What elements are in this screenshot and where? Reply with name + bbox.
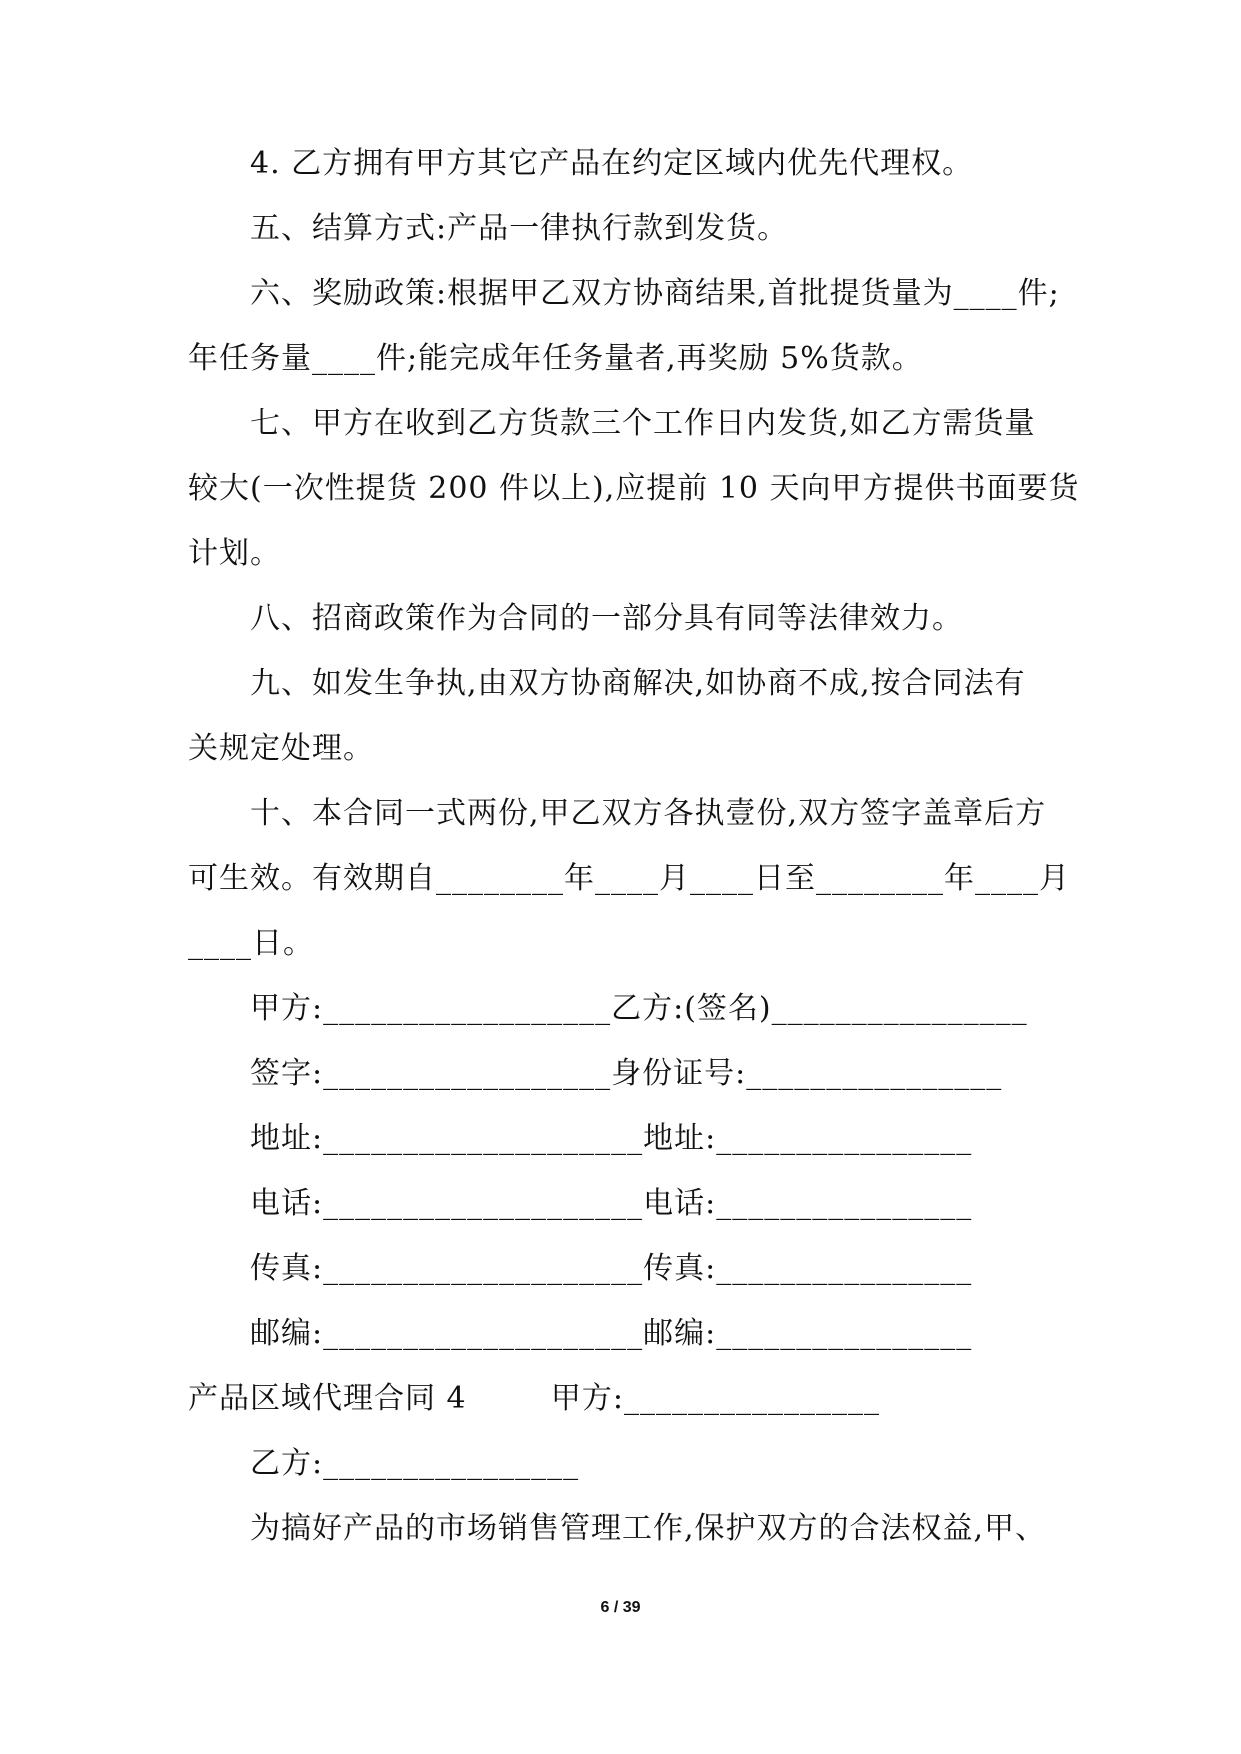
clause-7-delivery-line-2: 较大(一次性提货 200 件以上),应提前 10 天向甲方提供书面要货 bbox=[188, 471, 1080, 506]
page-number: 6 / 39 bbox=[600, 1599, 641, 1616]
clause-9-dispute-line-1: 九、如发生争执,由双方协商解决,如协商不成,按合同法有 bbox=[250, 666, 1026, 701]
clause-7-delivery-line-1: 七、甲方在收到乙方货款三个工作日内发货,如乙方需货量 bbox=[250, 406, 1036, 441]
signature-party-a-b: 甲方:__________________乙方:(签名)________________ bbox=[250, 991, 1028, 1026]
signature-phone: 电话:____________________电话:________________ bbox=[250, 1186, 973, 1221]
clause-6-incentive-line-1: 六、奖励政策:根据甲乙双方协商结果,首批提货量为____件; bbox=[250, 276, 1060, 311]
clause-6-incentive-line-2: 年任务量____件;能完成年任务量者,再奖励 5%货款。 bbox=[188, 341, 923, 376]
clause-7-delivery-line-3: 计划。 bbox=[188, 536, 281, 571]
contract-4-heading: 产品区域代理合同 4 甲方:________________ bbox=[188, 1381, 881, 1416]
signature-postcode: 邮编:____________________邮编:________________ bbox=[250, 1316, 973, 1351]
clause-10-copies-line-2: 可生效。有效期自________年____月____日至________年____月 bbox=[188, 861, 1070, 896]
contract-4-party-b: 乙方:________________ bbox=[250, 1446, 580, 1481]
clause-8-policy: 八、招商政策作为合同的一部分具有同等法律效力。 bbox=[250, 601, 963, 636]
clause-9-dispute-line-2: 关规定处理。 bbox=[188, 731, 374, 766]
clause-5-settlement: 五、结算方式:产品一律执行款到发货。 bbox=[250, 211, 789, 246]
contract-4-preamble: 为搞好产品的市场销售管理工作,保护双方的合法权益,甲、 bbox=[250, 1511, 1047, 1546]
signature-signed-id: 签字:__________________身份证号:________________ bbox=[250, 1056, 1003, 1091]
signature-fax: 传真:____________________传真:________________ bbox=[250, 1251, 973, 1286]
clause-4-preferential-agency: 4. 乙方拥有甲方其它产品在约定区域内优先代理权。 bbox=[250, 146, 974, 181]
clause-10-copies-line-3: ____日。 bbox=[188, 926, 314, 961]
signature-address: 地址:____________________地址:________________ bbox=[250, 1121, 973, 1156]
clause-10-copies-line-1: 十、本合同一式两份,甲乙双方各执壹份,双方签字盖章后方 bbox=[250, 796, 1047, 831]
